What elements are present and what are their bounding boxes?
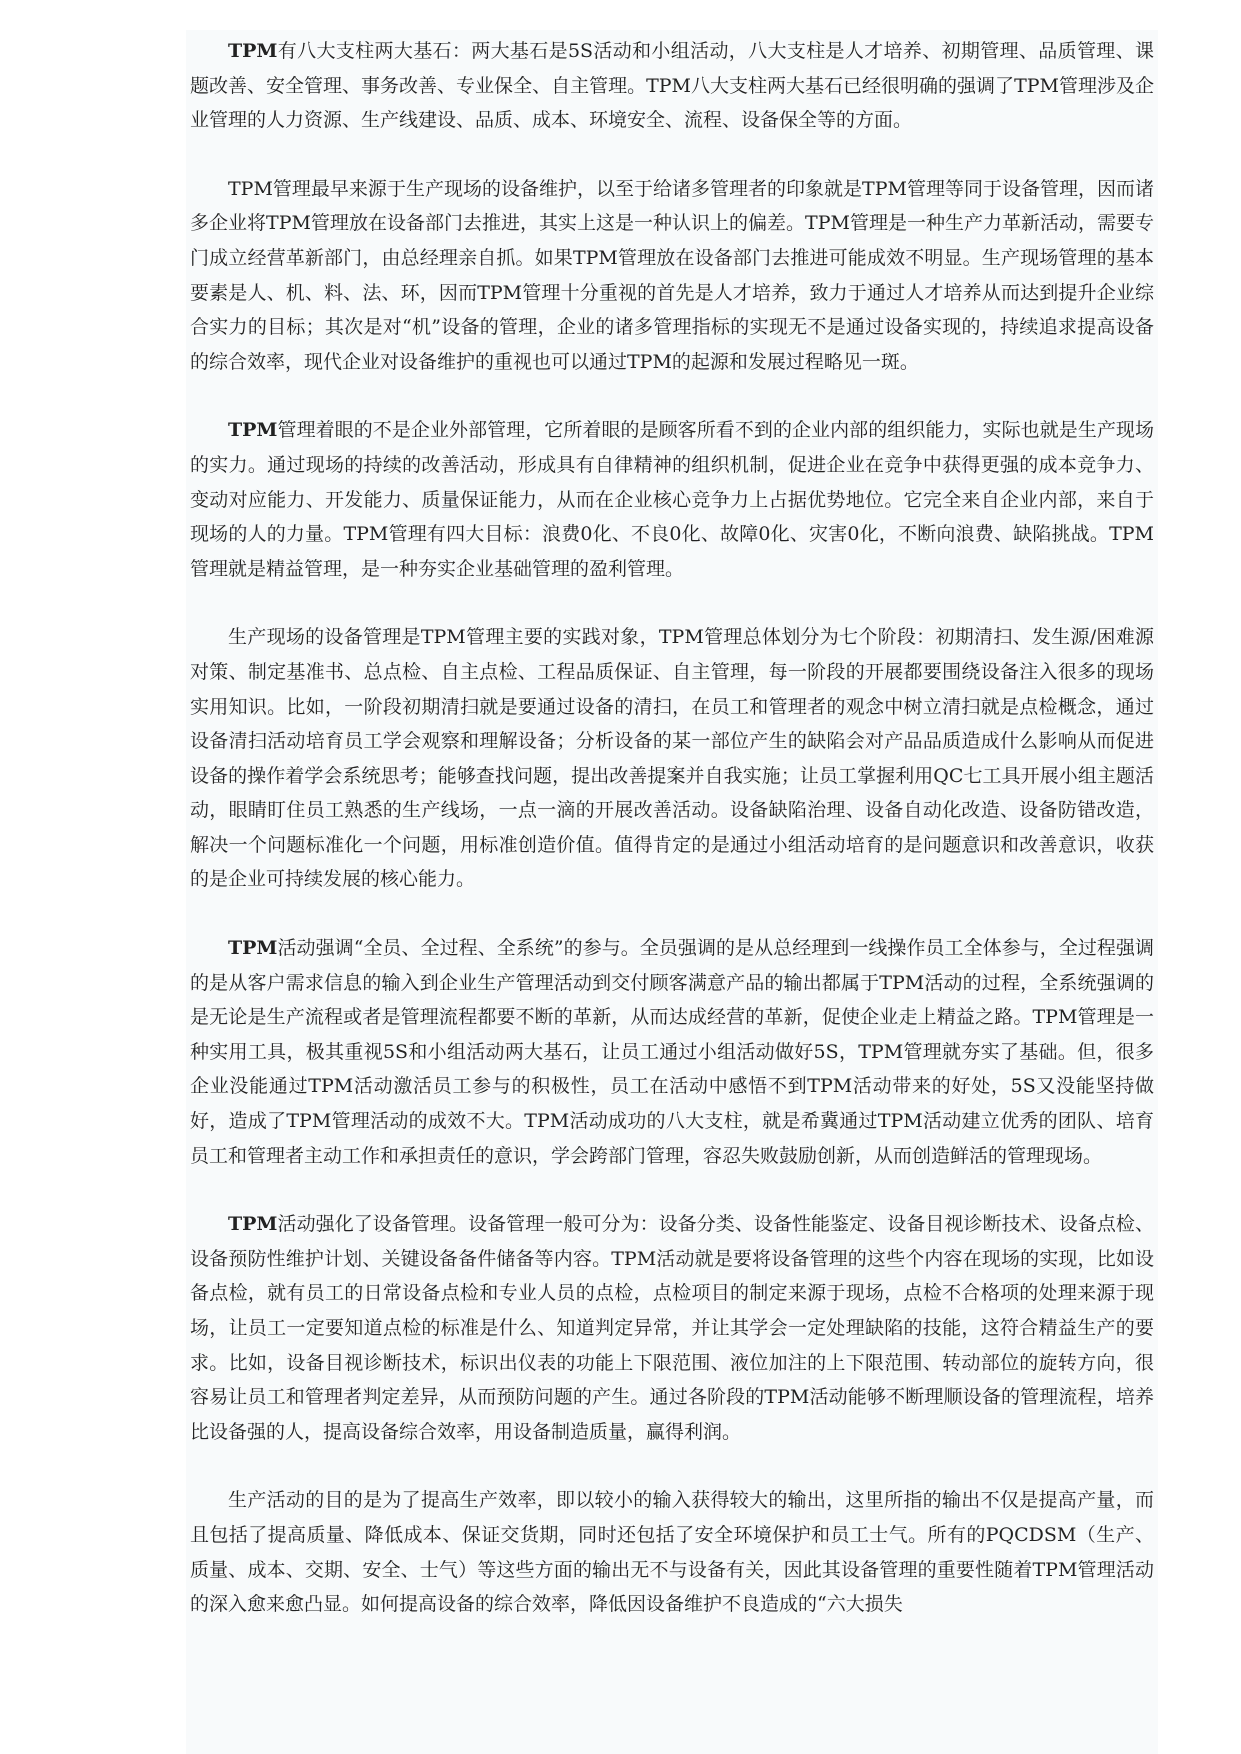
paragraph-lead: TPM xyxy=(228,937,278,960)
paragraph-5 xyxy=(190,931,1154,1173)
paragraph-1 xyxy=(190,34,1154,138)
paragraph-text: TPM管理最早来源于生产现场的设备维护，以至于给诸多管理者的印象就是TPM管理等同于设备管理，因而诸多企业将TPM管理放在设备部门去推进，其实上这是一种认识上的偏差。TPM管理是一种生产力革新活动，需要专门成立经营革新部门，由总经理亲自抓。如果TPM管理放在设备部门去推进可能成效不明显。生产现场管理的基本要素是人、机、料、法、环，因而TPM管理十分重视的首先是人才培养，致力于通过人才培养从而达到提升企业综合实力的目标；其次是对“机”设备的管理，企业的诸多管理指标的实现无不是通过设备实现的，持续追求提高设备的综合效率，现代企业对设备维护的重视也可以通过TPM的起源和发展过程略见一斑。 xyxy=(190,177,1154,373)
paragraph-lead: TPM xyxy=(228,1213,278,1236)
paragraph-text: 活动强化了设备管理。设备管理一般可分为：设备分类、设备性能鉴定、设备目视诊断技术、设备点检、设备预防性维护计划、关键设备备件储备等内容。TPM活动就是要将设备管理的这些个内容在现场的实现，比如设备点检，就有员工的日常设备点检和专业人员的点检，点检项目的制定来源于现场，点检不合格项的处理来源于现场，让员工一定要知道点检的标准是什么、知道判定异常，并让其学会一定处理缺陷的技能，这符合精益生产的要求。比如，设备目视诊断技术，标识出仪表的功能上下限范围、液位加注的上下限范围、转动部位的旋转方向，很容易让员工和管理者判定差异，从而预防问题的产生。通过各阶段的TPM活动能够不断理顺设备的管理流程，培养比设备强的人，提高设备综合效率，用设备制造质量，赢得利润。 xyxy=(190,1213,1154,1443)
paragraph-lead: TPM xyxy=(228,419,278,442)
paragraph-6 xyxy=(190,1207,1154,1449)
paragraph-4 xyxy=(190,620,1154,897)
paragraph-7 xyxy=(190,1483,1154,1621)
paragraph-text: 生产活动的目的是为了提高生产效率，即以较小的输入获得较大的输出，这里所指的输出不仅是提高产量，而且包括了提高质量、降低成本、保证交货期，同时还包括了安全环境保护和员工士气。所有的PQCDSM（生产、质量、成本、交期、安全、士气）等这些方面的输出无不与设备有关，因此其设备管理的重要性随着TPM管理活动的深入愈来愈凸显。如何提高设备的综合效率，降低因设备维护不良造成的“六大损失 xyxy=(190,1489,1154,1616)
paragraph-lead: TPM xyxy=(228,40,278,62)
article-body xyxy=(186,30,1158,1754)
paragraph-text: 生产现场的设备管理是TPM管理主要的实践对象，TPM管理总体划分为七个阶段：初期清扫、发生源/困难源对策、制定基准书、总点检、自主点检、工程品质保证、自主管理，每一阶段的开展都要围绕设备注入很多的现场实用知识。比如，一阶段初期清扫就是要通过设备的清扫，在员工和管理者的观念中树立清扫就是点检概念，通过设备清扫活动培育员工学会观察和理解设备；分析设备的某一部位产生的缺陷会对产品品质造成什么影响从而促进设备的操作着学会系统思考；能够查找问题，提出改善提案并自我实施；让员工掌握利用QC七工具开展小组主题活动，眼睛盯住员工熟悉的生产线场，一点一滴的开展改善活动。设备缺陷治理、设备自动化改造、设备防错改造，解决一个问题标准化一个问题，用标准创造价值。值得肯定的是通过小组活动培育的是问题意识和改善意识，收获的是企业可持续发展的核心能力。 xyxy=(190,626,1154,891)
paragraph-3 xyxy=(190,413,1154,586)
paragraph-2 xyxy=(190,172,1154,380)
paragraph-text: 管理着眼的不是企业外部管理，它所着眼的是顾客所看不到的企业内部的组织能力，实际也就是生产现场的实力。通过现场的持续的改善活动，形成具有自律精神的组织机制，促进企业在竞争中获得更强的成本竞争力、变动对应能力、开发能力、质量保证能力，从而在企业核心竞争力上占据优势地位。它完全来自企业内部，来自于现场的人的力量。TPM管理有四大目标：浪费0化、不良0化、故障0化、灾害0化，不断向浪费、缺陷挑战。TPM管理就是精益管理，是一种夯实企业基础管理的盈利管理。 xyxy=(190,419,1154,580)
paragraph-text: 活动强调“全员、全过程、全系统”的参与。全员强调的是从总经理到一线操作员工全体参与，全过程强调的是从客户需求信息的输入到企业生产管理活动到交付顾客满意产品的输出都属于TPM活动的过程，全系统强调的是无论是生产流程或者是管理流程都要不断的革新，从而达成经营的革新，促使企业走上精益之路。TPM管理是一种实用工具，极其重视5S和小组活动两大基石，让员工通过小组活动做好5S，TPM管理就夯实了基础。但，很多企业没能通过TPM活动激活员工参与的积极性，员工在活动中感悟不到TPM活动带来的好处，5S又没能坚持做好，造成了TPM管理活动的成效不大。TPM活动成功的八大支柱，就是希冀通过TPM活动建立优秀的团队、培育员工和管理者主动工作和承担责任的意识，学会跨部门管理，容忍失败鼓励创新，从而创造鲜活的管理现场。 xyxy=(190,937,1154,1167)
paragraph-text: 有八大支柱两大基石：两大基石是5S活动和小组活动，八大支柱是人才培养、初期管理、品质管理、课题改善、安全管理、事务改善、专业保全、自主管理。TPM八大支柱两大基石已经很明确的强调了TPM管理涉及企业管理的人力资源、生产线建设、品质、成本、环境安全、流程、设备保全等的方面。 xyxy=(190,40,1154,132)
